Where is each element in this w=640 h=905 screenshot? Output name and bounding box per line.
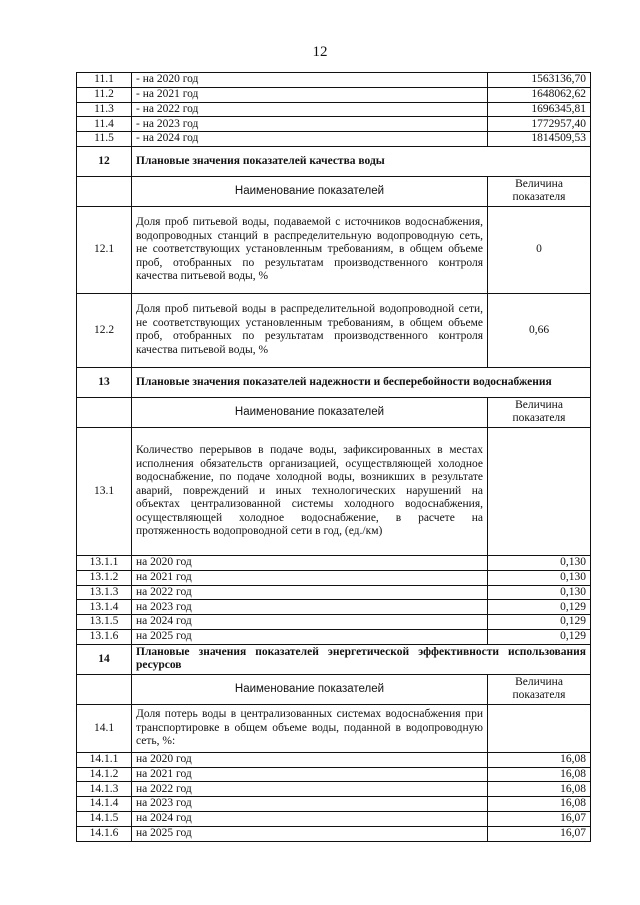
row-label: на 2023 год bbox=[132, 600, 488, 615]
row-label: на 2024 год bbox=[132, 615, 488, 630]
indicator-text: Доля проб питьевой воды в распределительной водопроводной сети, не соответствующих установленным требованиям, в общем объеме проб, отобранных по результатам производственного контроля качества питьевой воды, % bbox=[132, 293, 488, 367]
row-value: 1648062,62 bbox=[488, 87, 591, 102]
row-label: на 2020 год bbox=[132, 752, 488, 767]
row-value: 0,130 bbox=[488, 570, 591, 585]
row-value: 16,07 bbox=[488, 826, 591, 841]
row-number: 13.1.4 bbox=[77, 600, 132, 615]
table-row bbox=[77, 767, 591, 782]
row-number: 14.1.3 bbox=[77, 782, 132, 797]
row-value: 16,08 bbox=[488, 767, 591, 782]
section-header-row bbox=[77, 146, 591, 176]
row-number: 13.1 bbox=[77, 427, 132, 555]
section-header-row bbox=[77, 644, 591, 674]
table-row bbox=[77, 555, 591, 570]
section-number: 13 bbox=[77, 367, 132, 397]
column-header-name: Наименование показателей bbox=[132, 397, 488, 427]
table-row bbox=[77, 811, 591, 826]
empty-cell bbox=[77, 176, 132, 206]
table-row bbox=[77, 117, 591, 132]
row-value: 16,08 bbox=[488, 752, 591, 767]
section-title: Плановые значения показателей качества воды bbox=[132, 146, 591, 176]
row-number: 13.1.2 bbox=[77, 570, 132, 585]
column-header-name: Наименование показателей bbox=[132, 176, 488, 206]
row-value: 1696345,81 bbox=[488, 102, 591, 117]
column-header-value: Величина показателя bbox=[488, 176, 591, 206]
table-row bbox=[77, 73, 591, 88]
row-number: 13.1.6 bbox=[77, 629, 132, 644]
row-number: 14.1.5 bbox=[77, 811, 132, 826]
row-label: на 2024 год bbox=[132, 811, 488, 826]
row-number: 12.1 bbox=[77, 206, 132, 293]
row-label: на 2025 год bbox=[132, 826, 488, 841]
row-number: 11.5 bbox=[77, 132, 132, 147]
row-number: 14.1.2 bbox=[77, 767, 132, 782]
indicator-row bbox=[77, 427, 591, 555]
row-number: 11.1 bbox=[77, 73, 132, 88]
row-label: - на 2021 год bbox=[132, 87, 488, 102]
table-row bbox=[77, 102, 591, 117]
row-number: 13.1.1 bbox=[77, 555, 132, 570]
row-value: 16,08 bbox=[488, 797, 591, 812]
section-title: Плановые значения показателей надежности и бесперебойности водоснабжения bbox=[132, 367, 591, 397]
row-number: 13.1.5 bbox=[77, 615, 132, 630]
section-header-row bbox=[77, 367, 591, 397]
empty-cell bbox=[488, 427, 591, 555]
row-number: 12.2 bbox=[77, 293, 132, 367]
column-header-value: Величина показателя bbox=[488, 397, 591, 427]
indicator-text: Доля проб питьевой воды, подаваемой с источников водоснабжения, водопроводных станций в распределительную водопроводную сеть, не соответствующих установленным требованиям, в общем объеме проб, отобранных по результатам производственного контроля качества питьевой воды, % bbox=[132, 206, 488, 293]
table-row bbox=[77, 797, 591, 812]
section-number: 14 bbox=[77, 644, 132, 674]
page-number: 12 bbox=[312, 44, 328, 60]
row-label: на 2022 год bbox=[132, 782, 488, 797]
row-value: 0,130 bbox=[488, 555, 591, 570]
row-label: на 2023 год bbox=[132, 797, 488, 812]
section-title: Плановые значения показателей энергетической эффективности использования ресурсов bbox=[132, 644, 591, 674]
column-header-name: Наименование показателей bbox=[132, 674, 488, 704]
row-number: 11.2 bbox=[77, 87, 132, 102]
row-value: 0 bbox=[488, 206, 591, 293]
empty-cell bbox=[488, 704, 591, 752]
table-row bbox=[77, 826, 591, 841]
row-label: - на 2022 год bbox=[132, 102, 488, 117]
table-row bbox=[77, 87, 591, 102]
column-header-row bbox=[77, 397, 591, 427]
row-value: 0,129 bbox=[488, 615, 591, 630]
empty-cell bbox=[77, 674, 132, 704]
indicators-table bbox=[76, 72, 591, 842]
row-number: 14.1.4 bbox=[77, 797, 132, 812]
row-value: 0,66 bbox=[488, 293, 591, 367]
row-number: 11.4 bbox=[77, 117, 132, 132]
row-number: 14.1.6 bbox=[77, 826, 132, 841]
table-row bbox=[77, 752, 591, 767]
table-row bbox=[77, 570, 591, 585]
row-label: - на 2023 год bbox=[132, 117, 488, 132]
indicator-text: Количество перерывов в подаче воды, зафиксированных в местах исполнения обязательств организацией, осуществляющей холодное водоснабжение, по подаче холодной воды, возникших в результате аварий, повреждений и иных технологических нарушений на объектах централизованной системы холодного водоснабжения, осуществляющей холодное водоснабжение, в расчете на протяженность водопроводной сети в год, (ед./км) bbox=[132, 427, 488, 555]
row-label: на 2021 год bbox=[132, 570, 488, 585]
table-row bbox=[77, 629, 591, 644]
row-label: - на 2020 год bbox=[132, 73, 488, 88]
indicator-row bbox=[77, 206, 591, 293]
indicator-text: Доля потерь воды в централизованных системах водоснабжения при транспортировке в общем объеме воды, поданной в водопроводную сеть, %: bbox=[132, 704, 488, 752]
row-number: 13.1.3 bbox=[77, 585, 132, 600]
indicator-row bbox=[77, 704, 591, 752]
row-value: 0,130 bbox=[488, 585, 591, 600]
row-label: на 2021 год bbox=[132, 767, 488, 782]
row-value: 0,129 bbox=[488, 629, 591, 644]
row-value: 0,129 bbox=[488, 600, 591, 615]
section-number: 12 bbox=[77, 146, 132, 176]
row-number: 14.1.1 bbox=[77, 752, 132, 767]
row-label: - на 2024 год bbox=[132, 132, 488, 147]
table-row bbox=[77, 600, 591, 615]
row-value: 1563136,70 bbox=[488, 73, 591, 88]
row-value: 16,08 bbox=[488, 782, 591, 797]
table-row bbox=[77, 585, 591, 600]
row-label: на 2020 год bbox=[132, 555, 488, 570]
column-header-row bbox=[77, 176, 591, 206]
indicator-row bbox=[77, 293, 591, 367]
column-header-row bbox=[77, 674, 591, 704]
row-label: на 2022 год bbox=[132, 585, 488, 600]
row-number: 14.1 bbox=[77, 704, 132, 752]
row-value: 1772957,40 bbox=[488, 117, 591, 132]
table-row bbox=[77, 615, 591, 630]
table-row bbox=[77, 132, 591, 147]
row-label: на 2025 год bbox=[132, 629, 488, 644]
column-header-value: Величина показателя bbox=[488, 674, 591, 704]
row-value: 1814509,53 bbox=[488, 132, 591, 147]
row-number: 11.3 bbox=[77, 102, 132, 117]
row-value: 16,07 bbox=[488, 811, 591, 826]
table-row bbox=[77, 782, 591, 797]
empty-cell bbox=[77, 397, 132, 427]
